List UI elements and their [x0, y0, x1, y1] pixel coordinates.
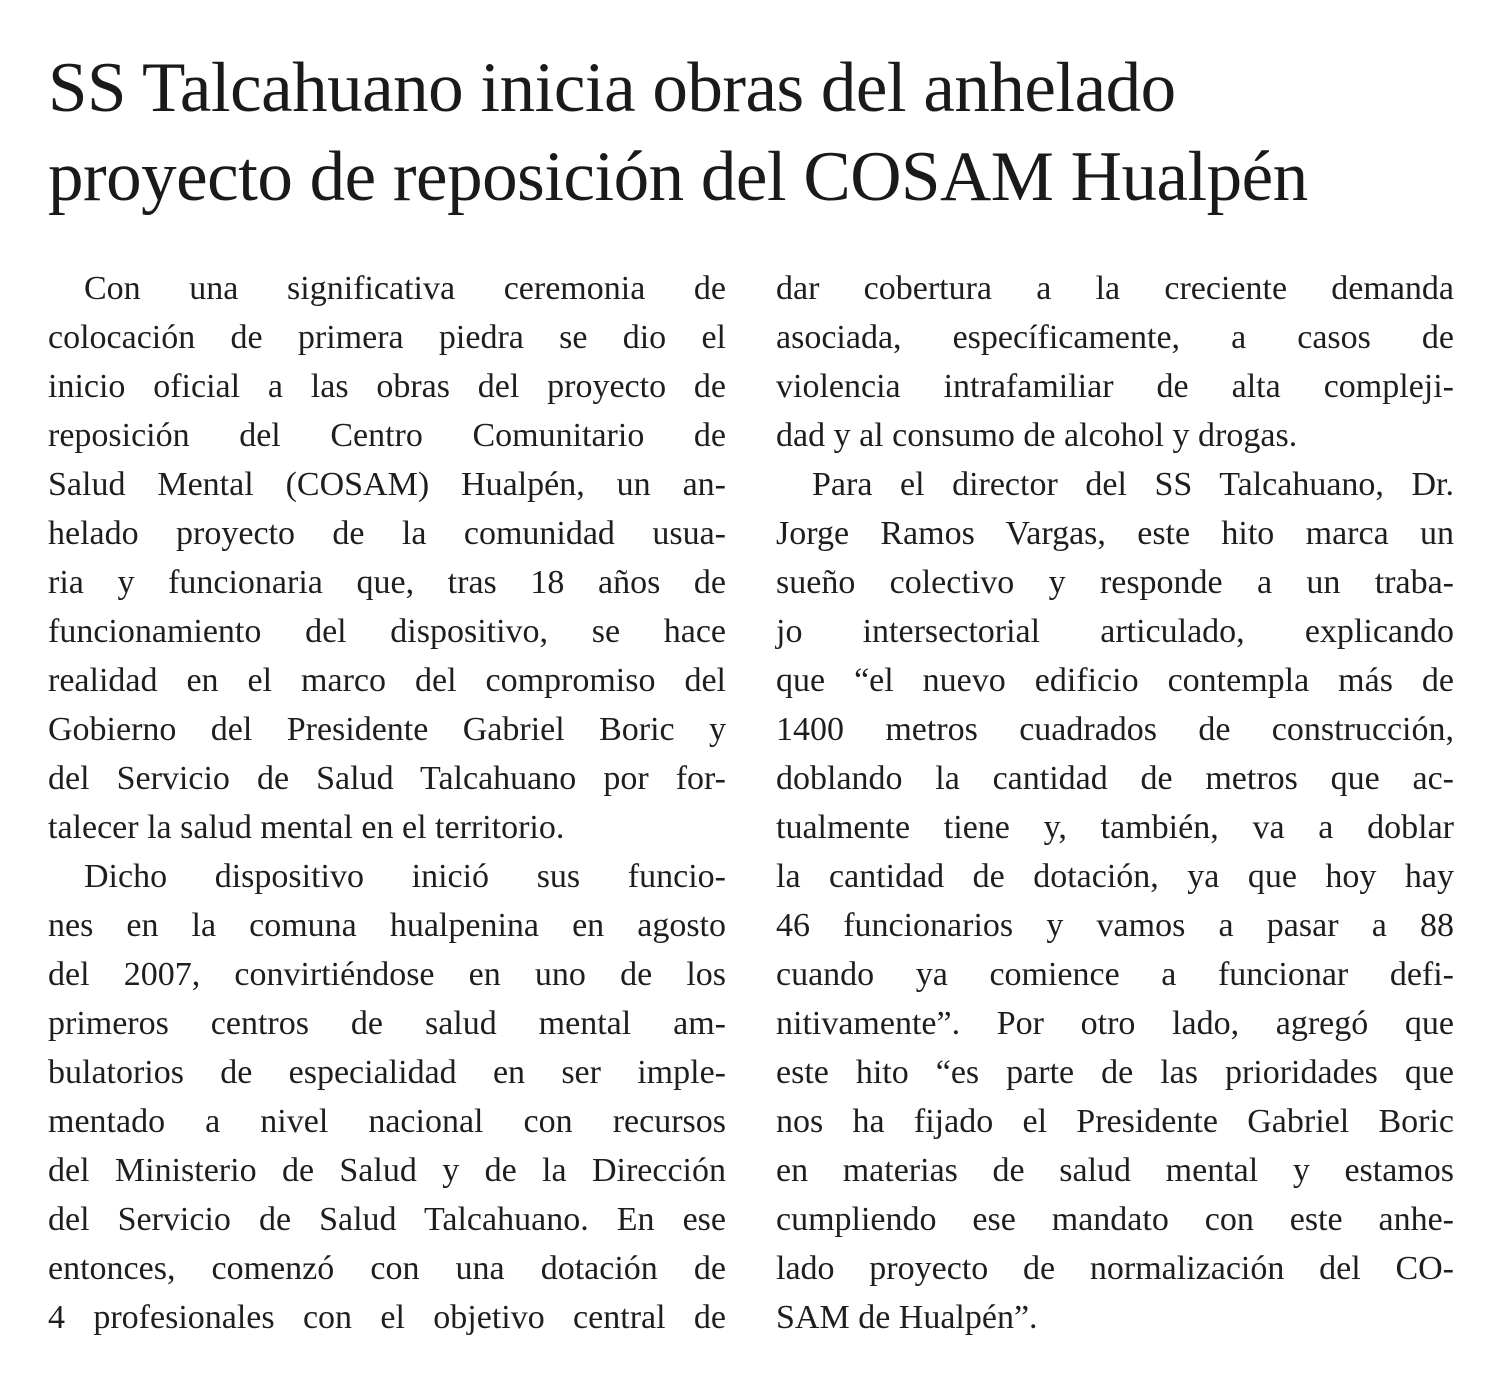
body-line: Dicho dispositivo inició sus funcio-: [84, 858, 726, 895]
body-line: dar cobertura a la creciente demanda: [776, 270, 1454, 307]
body-column-right: [776, 264, 1454, 1342]
body-line: Jorge Ramos Vargas, este hito marca un: [776, 515, 1454, 552]
body-line: del Servicio de Salud Talcahuano por for-: [48, 760, 726, 797]
body-line: cumpliendo ese mandato con este anhe-: [776, 1201, 1454, 1238]
body-line: 46 funcionarios y vamos a pasar a 88: [776, 907, 1454, 944]
body-line: mentado a nivel nacional con recursos: [48, 1103, 726, 1140]
body-line: Gobierno del Presidente Gabriel Boric y: [48, 711, 726, 748]
body-line: sueño colectivo y responde a un traba-: [776, 564, 1454, 601]
body-line: ria y funcionaria que, tras 18 años de: [48, 564, 726, 601]
body-line: violencia intrafamiliar de alta compleji-: [776, 368, 1454, 405]
body-line: nes en la comuna hualpenina en agosto: [48, 907, 726, 944]
body-line: helado proyecto de la comunidad usua-: [48, 515, 726, 552]
headline-line-1: SS Talcahuano inicia obras del anhelado: [48, 49, 1176, 127]
body-line: Para el director del SS Talcahuano, Dr.: [812, 466, 1454, 503]
body-line: del Ministerio de Salud y de la Dirección: [48, 1152, 726, 1189]
body-line: lado proyecto de normalización del CO-: [776, 1250, 1454, 1287]
body-line: colocación de primera piedra se dio el: [48, 319, 726, 356]
body-line: nitivamente”. Por otro lado, agregó que: [776, 1005, 1454, 1042]
headline-line-2: proyecto de reposición del COSAM Hualpén: [48, 138, 1308, 216]
body-line: inicio oficial a las obras del proyecto de: [48, 368, 726, 405]
body-line: bulatorios de especialidad en ser imple-: [48, 1054, 726, 1091]
body-line: Salud Mental (COSAM) Hualpén, un an-: [48, 466, 726, 503]
body-line: Con una significativa ceremonia de: [84, 270, 726, 307]
body-line: SAM de Hualpén”.: [776, 1299, 1038, 1336]
body-line: que “el nuevo edificio contempla más de: [776, 662, 1454, 699]
body-line: talecer la salud mental en el territorio.: [48, 809, 565, 846]
body-line: doblando la cantidad de metros que ac-: [776, 760, 1454, 797]
body-line: jo intersectorial articulado, explicando: [776, 613, 1454, 650]
body-line: primeros centros de salud mental am-: [48, 1005, 726, 1042]
article-headline: [48, 44, 1468, 222]
body-line: reposición del Centro Comunitario de: [48, 417, 726, 454]
body-line: 1400 metros cuadrados de construcción,: [776, 711, 1454, 748]
body-line: entonces, comenzó con una dotación de: [48, 1250, 726, 1287]
body-line: nos ha fijado el Presidente Gabriel Boric: [776, 1103, 1454, 1140]
body-line: del Servicio de Salud Talcahuano. En ese: [48, 1201, 726, 1238]
body-line: este hito “es parte de las prioridades que: [776, 1054, 1454, 1091]
body-line: realidad en el marco del compromiso del: [48, 662, 726, 699]
body-line: 4 profesionales con el objetivo central de: [48, 1299, 726, 1336]
body-column-left: [48, 264, 726, 1342]
body-line: tualmente tiene y, también, va a doblar: [776, 809, 1454, 846]
body-line: cuando ya comience a funcionar defi-: [776, 956, 1454, 993]
body-line: asociada, específicamente, a casos de: [776, 319, 1454, 356]
body-line: funcionamiento del dispositivo, se hace: [48, 613, 726, 650]
body-line: la cantidad de dotación, ya que hoy hay: [776, 858, 1454, 895]
body-line: del 2007, convirtiéndose en uno de los: [48, 956, 726, 993]
body-line: en materias de salud mental y estamos: [776, 1152, 1454, 1189]
body-line: dad y al consumo de alcohol y drogas.: [776, 417, 1298, 454]
